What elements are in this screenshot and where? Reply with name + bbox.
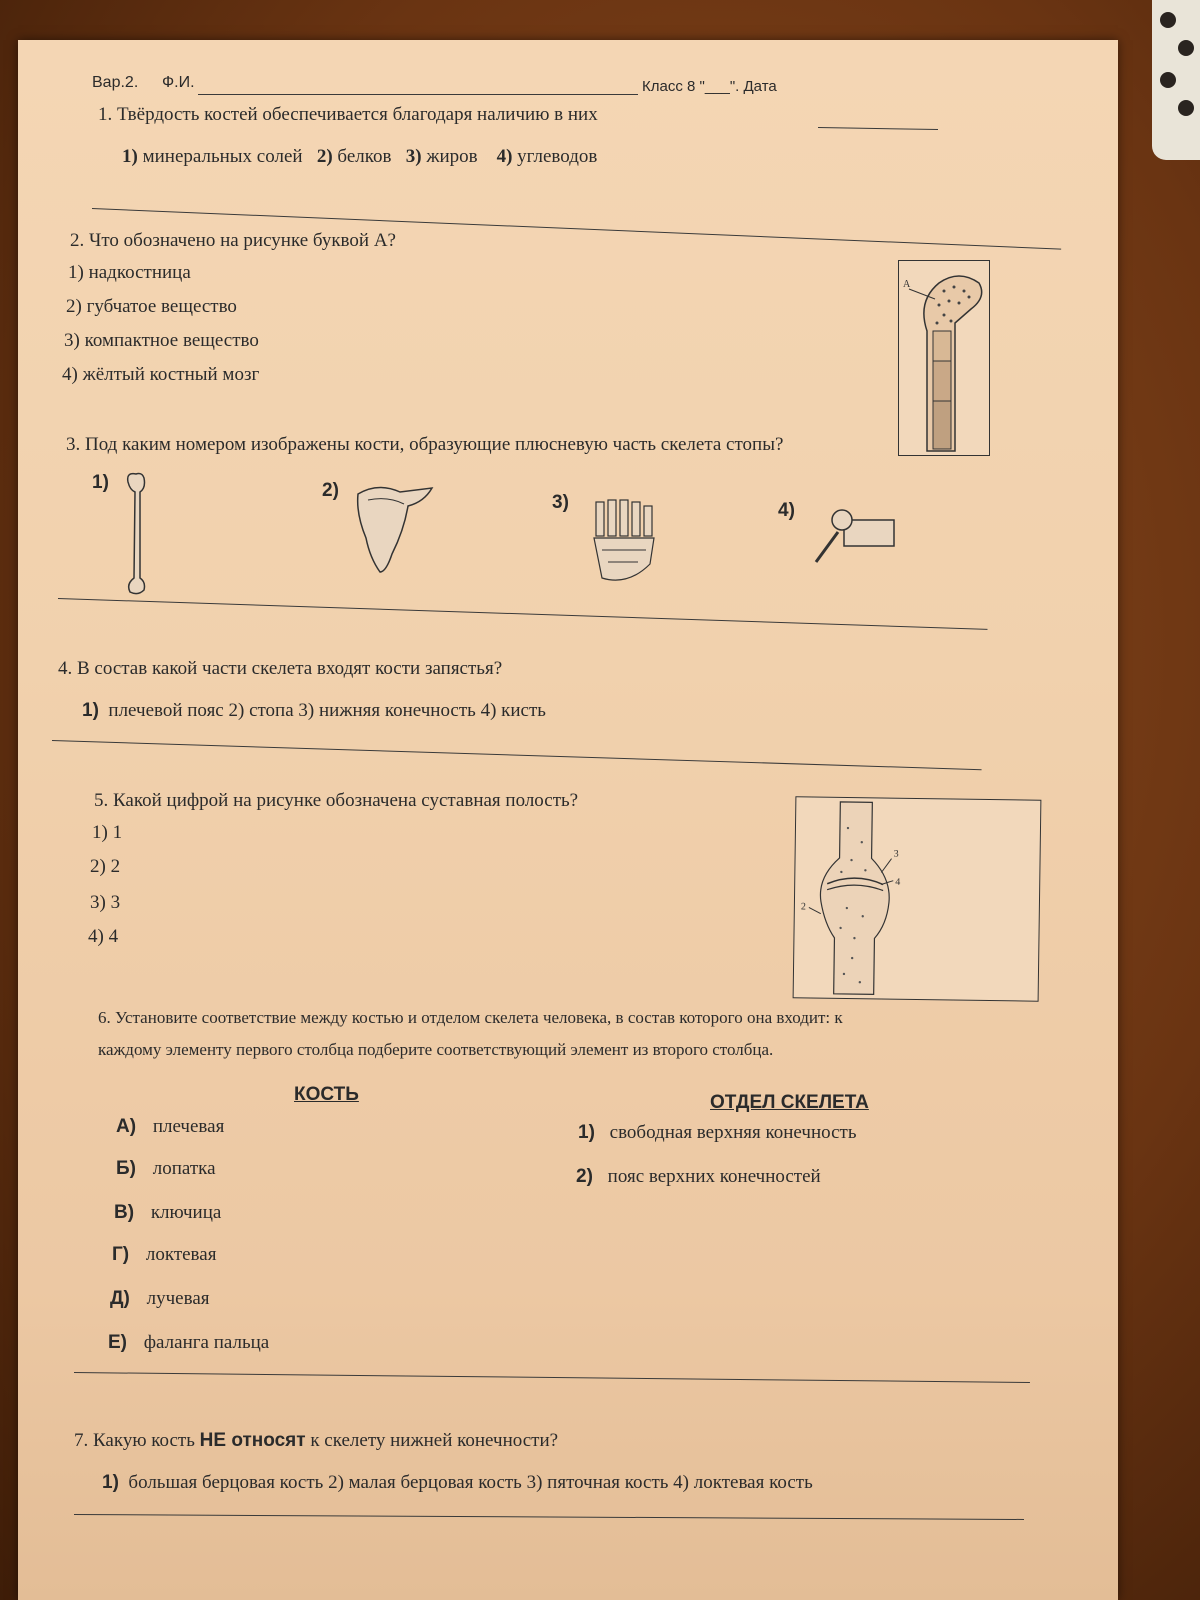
q6-question-line1: 6. Установите соответствие между костью и отделом скелета человека, в состав которого она входит: к <box>98 1008 843 1027</box>
q3-label-1: 1) <box>92 472 109 493</box>
section-num-1: 1) <box>578 1122 595 1143</box>
q7-question-pre: 7. Какую кость <box>74 1430 195 1451</box>
joint-drawing <box>794 797 1041 1000</box>
q5-option-1[interactable]: 1) 1 <box>92 822 123 843</box>
divider <box>58 598 988 630</box>
q1-question: 1. Твёрдость костей обеспечивается благодаря наличию в них <box>98 104 598 125</box>
joint-label-3: 3 <box>893 848 899 860</box>
bone-name-g: локтевая <box>145 1244 217 1265</box>
bone-section-figure <box>898 260 990 456</box>
q1-opt2[interactable]: белков <box>337 146 392 167</box>
q7-options-text[interactable]: большая берцовая кость 2) малая берцовая кость 3) пяточная кость 4) локтевая кость <box>128 1472 813 1493</box>
q1-opt1[interactable]: минеральных солей <box>142 146 303 167</box>
q5-option-2[interactable]: 2) 2 <box>90 856 121 877</box>
q2-option-4[interactable]: 4) жёлтый костный мозг <box>62 364 260 385</box>
q6-section-2 <box>576 1166 821 1188</box>
bone-letter-e: Е) <box>108 1332 127 1353</box>
foot-metatarsal-image[interactable] <box>588 498 664 588</box>
q6-bone-g <box>112 1244 216 1266</box>
q1-opt4[interactable]: углеводов <box>517 146 598 167</box>
q3-label-4: 4) <box>778 500 795 521</box>
q4-options <box>82 700 546 722</box>
q6-bone-d <box>110 1288 210 1310</box>
q2-option-1[interactable]: 1) надкостница <box>68 262 191 283</box>
bone-name-b: лопатка <box>152 1158 216 1179</box>
section-name-2: пояс верхних конечностей <box>607 1166 821 1187</box>
vertebra-image[interactable] <box>808 506 908 576</box>
bone-letter-d: Д) <box>110 1288 130 1309</box>
q5-question: 5. Какой цифрой на рисунке обозначена суставная полость? <box>94 790 579 811</box>
bone-column-header: КОСТЬ <box>294 1084 359 1105</box>
q3-label-3: 3) <box>552 492 569 513</box>
q2-option-2[interactable]: 2) губчатое вещество <box>66 296 237 317</box>
date-blank-line[interactable] <box>818 127 938 130</box>
bone-letter-v: В) <box>114 1202 135 1223</box>
q3-question: 3. Под каким номером изображены кости, образующие плюсневую часть скелета стопы? <box>66 434 784 455</box>
q6-bone-b <box>116 1158 216 1180</box>
q7-question <box>74 1430 558 1452</box>
q7-opt1-num: 1) <box>102 1472 119 1493</box>
class-date-label: Класс 8 "___". Дата <box>642 78 777 95</box>
bone-name-a: плечевая <box>152 1116 225 1137</box>
variant-label: Вар.2. <box>92 74 139 91</box>
q7-options <box>102 1472 813 1494</box>
q4-question: 4. В состав какой части скелета входят кости запястья? <box>58 658 503 679</box>
q1-opt3-num: 3) <box>405 146 422 167</box>
bone-name-e: фаланга пальца <box>143 1332 270 1353</box>
q1-opt3[interactable]: жиров <box>426 146 478 167</box>
bone-name-d: лучевая <box>146 1288 210 1309</box>
bone-letter-b: Б) <box>116 1158 136 1179</box>
q6-bone-v <box>114 1202 221 1224</box>
q2-option-3[interactable]: 3) компактное вещество <box>64 330 259 351</box>
bone-name-v: ключица <box>150 1202 222 1223</box>
femur-section-drawing <box>899 261 989 455</box>
q4-opt1-num: 1) <box>82 700 99 721</box>
q7-question-post: к скелету нижней конечности? <box>310 1430 559 1451</box>
section-num-2: 2) <box>576 1166 593 1187</box>
joint-label-4: 4 <box>895 876 901 888</box>
divider <box>74 1372 1030 1383</box>
q4-options-text[interactable]: плечевой пояс 2) стопа 3) нижняя конечность 4) кисть <box>108 700 546 721</box>
section-name-1: свободная верхняя конечность <box>609 1122 857 1143</box>
q2-question: 2. Что обозначено на рисунке буквой А? <box>70 230 396 251</box>
q1-opt4-num: 4) <box>496 146 513 167</box>
joint-label-2: 2 <box>800 901 806 913</box>
q6-section-1 <box>578 1122 857 1144</box>
scapula-image[interactable] <box>348 480 438 580</box>
q7-question-bold: НЕ относят <box>199 1430 306 1451</box>
q1-opt1-num: 1) <box>122 146 138 167</box>
bone-letter-g: Г) <box>112 1244 130 1265</box>
figure-label-a: А <box>903 279 911 290</box>
q6-bone-a <box>116 1116 224 1138</box>
q6-bone-e <box>108 1332 269 1354</box>
q5-option-3[interactable]: 3) 3 <box>90 892 121 913</box>
divider <box>74 1514 1024 1520</box>
q3-label-2: 2) <box>322 480 339 501</box>
q6-question-line2: каждому элементу первого столбца подберите соответствующий элемент из второго столбца. <box>98 1040 774 1059</box>
worksheet-page <box>18 40 1118 1600</box>
section-column-header: ОТДЕЛ СКЕЛЕТА <box>710 1092 869 1113</box>
bone-letter-a: А) <box>116 1116 137 1137</box>
humerus-image[interactable] <box>118 468 158 598</box>
name-label: Ф.И. <box>162 74 195 91</box>
name-blank-line[interactable] <box>198 94 638 95</box>
joint-figure <box>793 796 1042 1001</box>
q1-options <box>122 146 597 168</box>
q1-opt2-num: 2) <box>316 146 333 167</box>
q5-option-4[interactable]: 4) 4 <box>88 926 119 947</box>
divider <box>52 740 982 770</box>
dice <box>1152 0 1200 160</box>
